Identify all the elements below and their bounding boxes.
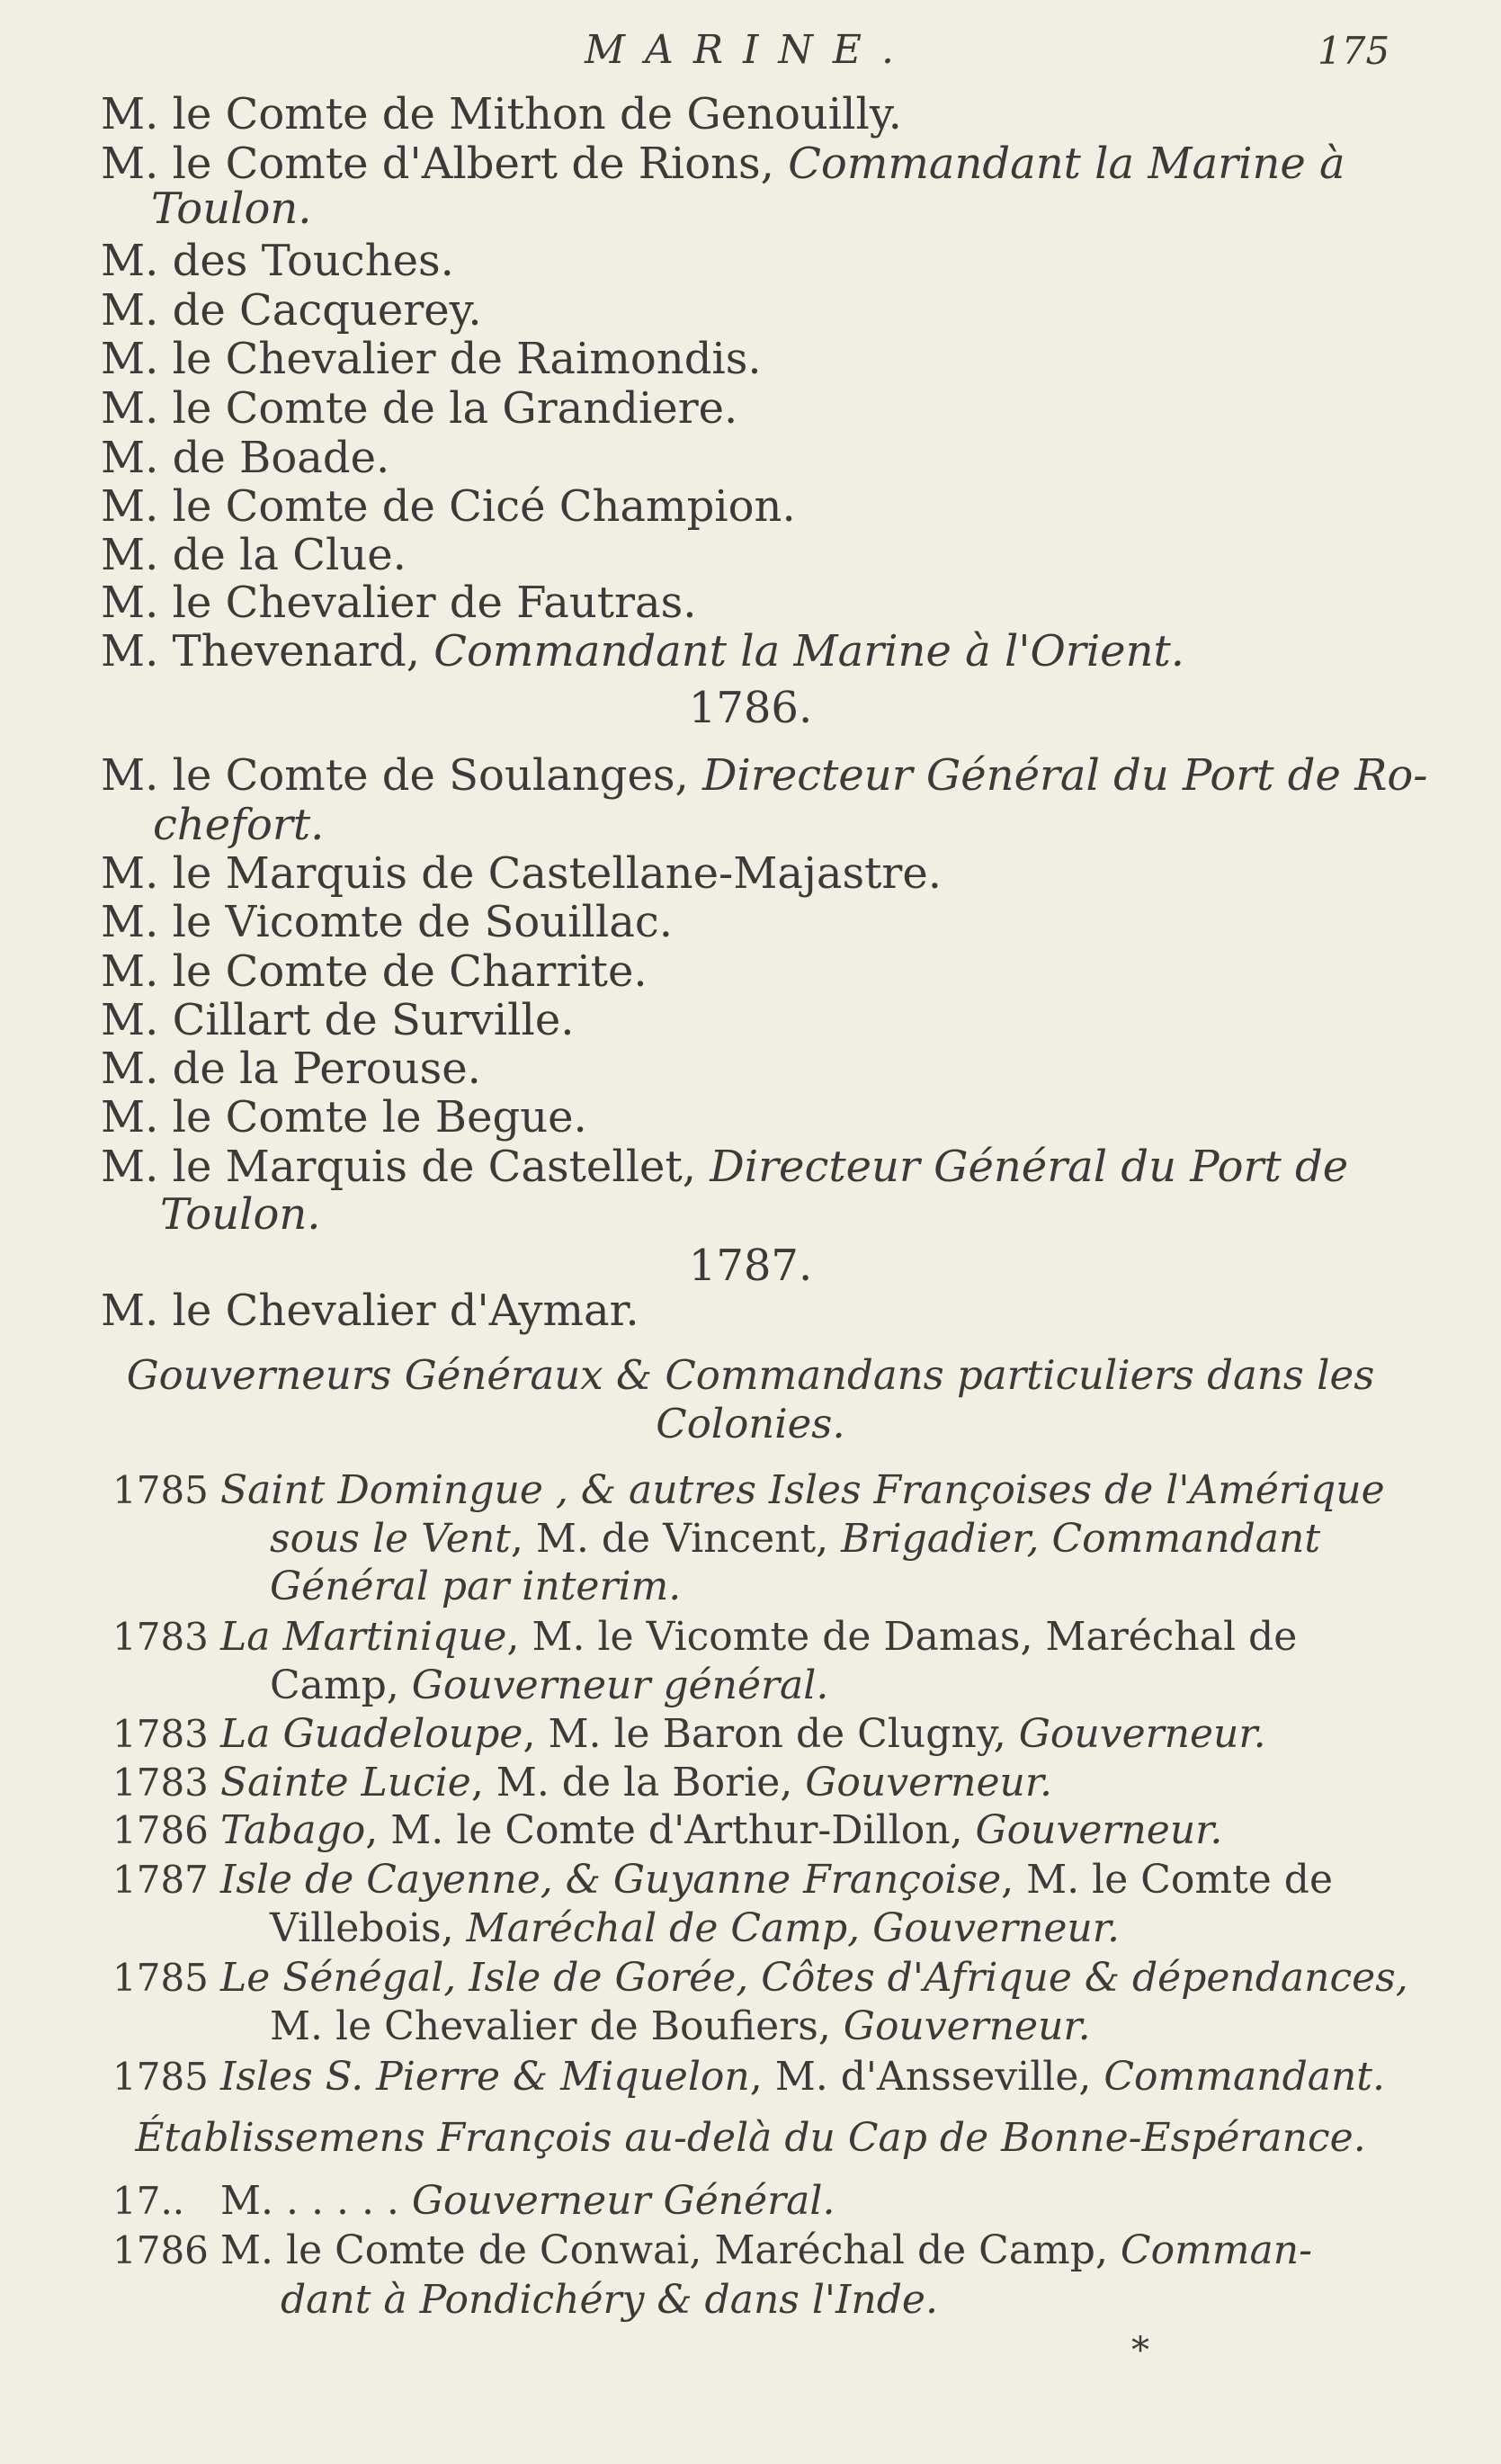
colony-entry: 1783 La Guadeloupe, M. le Baron de Clugny, Gouverneur. bbox=[112, 1711, 1266, 1757]
text-line: M. Thevenard, Commandant la Marine à l'Orient. bbox=[101, 626, 1185, 676]
colony-entry-cont: sous le Vent, M. de Vincent, Brigadier, Commandant bbox=[270, 1516, 1321, 1562]
text-line: M. le Chevalier de Raimondis. bbox=[101, 334, 762, 384]
text-line: Toulon. bbox=[151, 184, 312, 234]
text-line: M. le Vicomte de Souillac. bbox=[101, 897, 673, 947]
text-line: M. des Touches. bbox=[101, 236, 454, 286]
section-heading: Établissemens François au-delà du Cap de Bonne-Espérance. bbox=[135, 2115, 1366, 2161]
text-line: M. le Comte le Begue. bbox=[101, 1092, 587, 1142]
colony-entry: 17.. M. . . . . . Gouverneur Général. bbox=[112, 2178, 835, 2224]
section-heading: Colonies. bbox=[656, 1400, 845, 1447]
text-line: M. le Comte de la Grandiere. bbox=[101, 383, 738, 434]
colony-entry: 1786 Tabago, M. le Comte d'Arthur-Dillon, Gouverneur. bbox=[112, 1807, 1223, 1853]
text-line: Toulon. bbox=[160, 1189, 321, 1240]
text-line: M. le Comte de Mithon de Genouilly. bbox=[101, 89, 902, 139]
text-line: M. le Comte de Charrite. bbox=[101, 946, 648, 997]
text-line: M. le Comte d'Albert de Rions, Commandant la Marine à bbox=[101, 139, 1345, 189]
colony-entry-cont: Villebois, Maréchal de Camp, Gouverneur. bbox=[270, 1905, 1120, 1951]
text-line: M. de Cacquerey. bbox=[101, 285, 482, 336]
colony-entry: 1787 Isle de Cayenne, & Guyanne Françoise, M. le Comte de bbox=[112, 1857, 1334, 1903]
text-line: M. de la Clue. bbox=[101, 530, 407, 580]
text-line: chefort. bbox=[153, 800, 325, 850]
colony-entry: 1785 Saint Domingue , & autres Isles Françoises de l'Amérique bbox=[112, 1467, 1385, 1513]
colony-entry: 1783 Sainte Lucie, M. de la Borie, Gouverneur. bbox=[112, 1760, 1053, 1805]
text-line: M. le Marquis de Castellet, Directeur Général du Port de bbox=[101, 1142, 1349, 1192]
colony-entry: 1783 La Martinique, M. le Vicomte de Damas, Maréchal de bbox=[112, 1614, 1298, 1660]
running-title: MARINE. bbox=[585, 27, 914, 73]
text-line: M. Cillart de Surville. bbox=[101, 995, 575, 1045]
year-heading: 1787. bbox=[688, 1241, 813, 1291]
colony-entry-cont: M. le Chevalier de Boufiers, Gouverneur. bbox=[270, 2003, 1091, 2049]
colony-entry-cont: dant à Pondichéry & dans l'Inde. bbox=[281, 2277, 938, 2323]
text-line: M. de Boade. bbox=[101, 433, 390, 483]
page-number: 175 bbox=[1318, 29, 1390, 73]
colony-entry: 1786 M. le Comte de Conwai, Maréchal de Camp, Comman- bbox=[112, 2227, 1312, 2273]
text-line: M. le Chevalier de Fautras. bbox=[101, 578, 697, 628]
text-line: M. de la Perouse. bbox=[101, 1044, 481, 1094]
section-heading: Gouverneurs Généraux & Commandans particuliers dans les bbox=[126, 1351, 1375, 1399]
colony-entry: 1785 Isles S. Pierre & Miquelon, M. d'Ansseville, Commandant. bbox=[112, 2054, 1385, 2100]
text-line: M. le Chevalier d'Aymar. bbox=[101, 1286, 639, 1336]
text-line: M. le Comte de Cicé Champion. bbox=[101, 481, 796, 532]
colony-entry-cont: Général par interim. bbox=[270, 1564, 682, 1609]
running-header bbox=[0, 27, 1501, 72]
text-line: M. le Marquis de Castellane-Majastre. bbox=[101, 848, 942, 899]
catchword-star: * bbox=[1131, 2330, 1149, 2371]
colony-entry-cont: Camp, Gouverneur général. bbox=[270, 1662, 829, 1708]
year-heading: 1786. bbox=[688, 683, 813, 733]
colony-entry: 1785 Le Sénégal, Isle de Gorée, Côtes d'Afrique & dépendances, bbox=[112, 1955, 1408, 2001]
text-line: M. le Comte de Soulanges, Directeur Général du Port de Ro- bbox=[101, 750, 1428, 801]
